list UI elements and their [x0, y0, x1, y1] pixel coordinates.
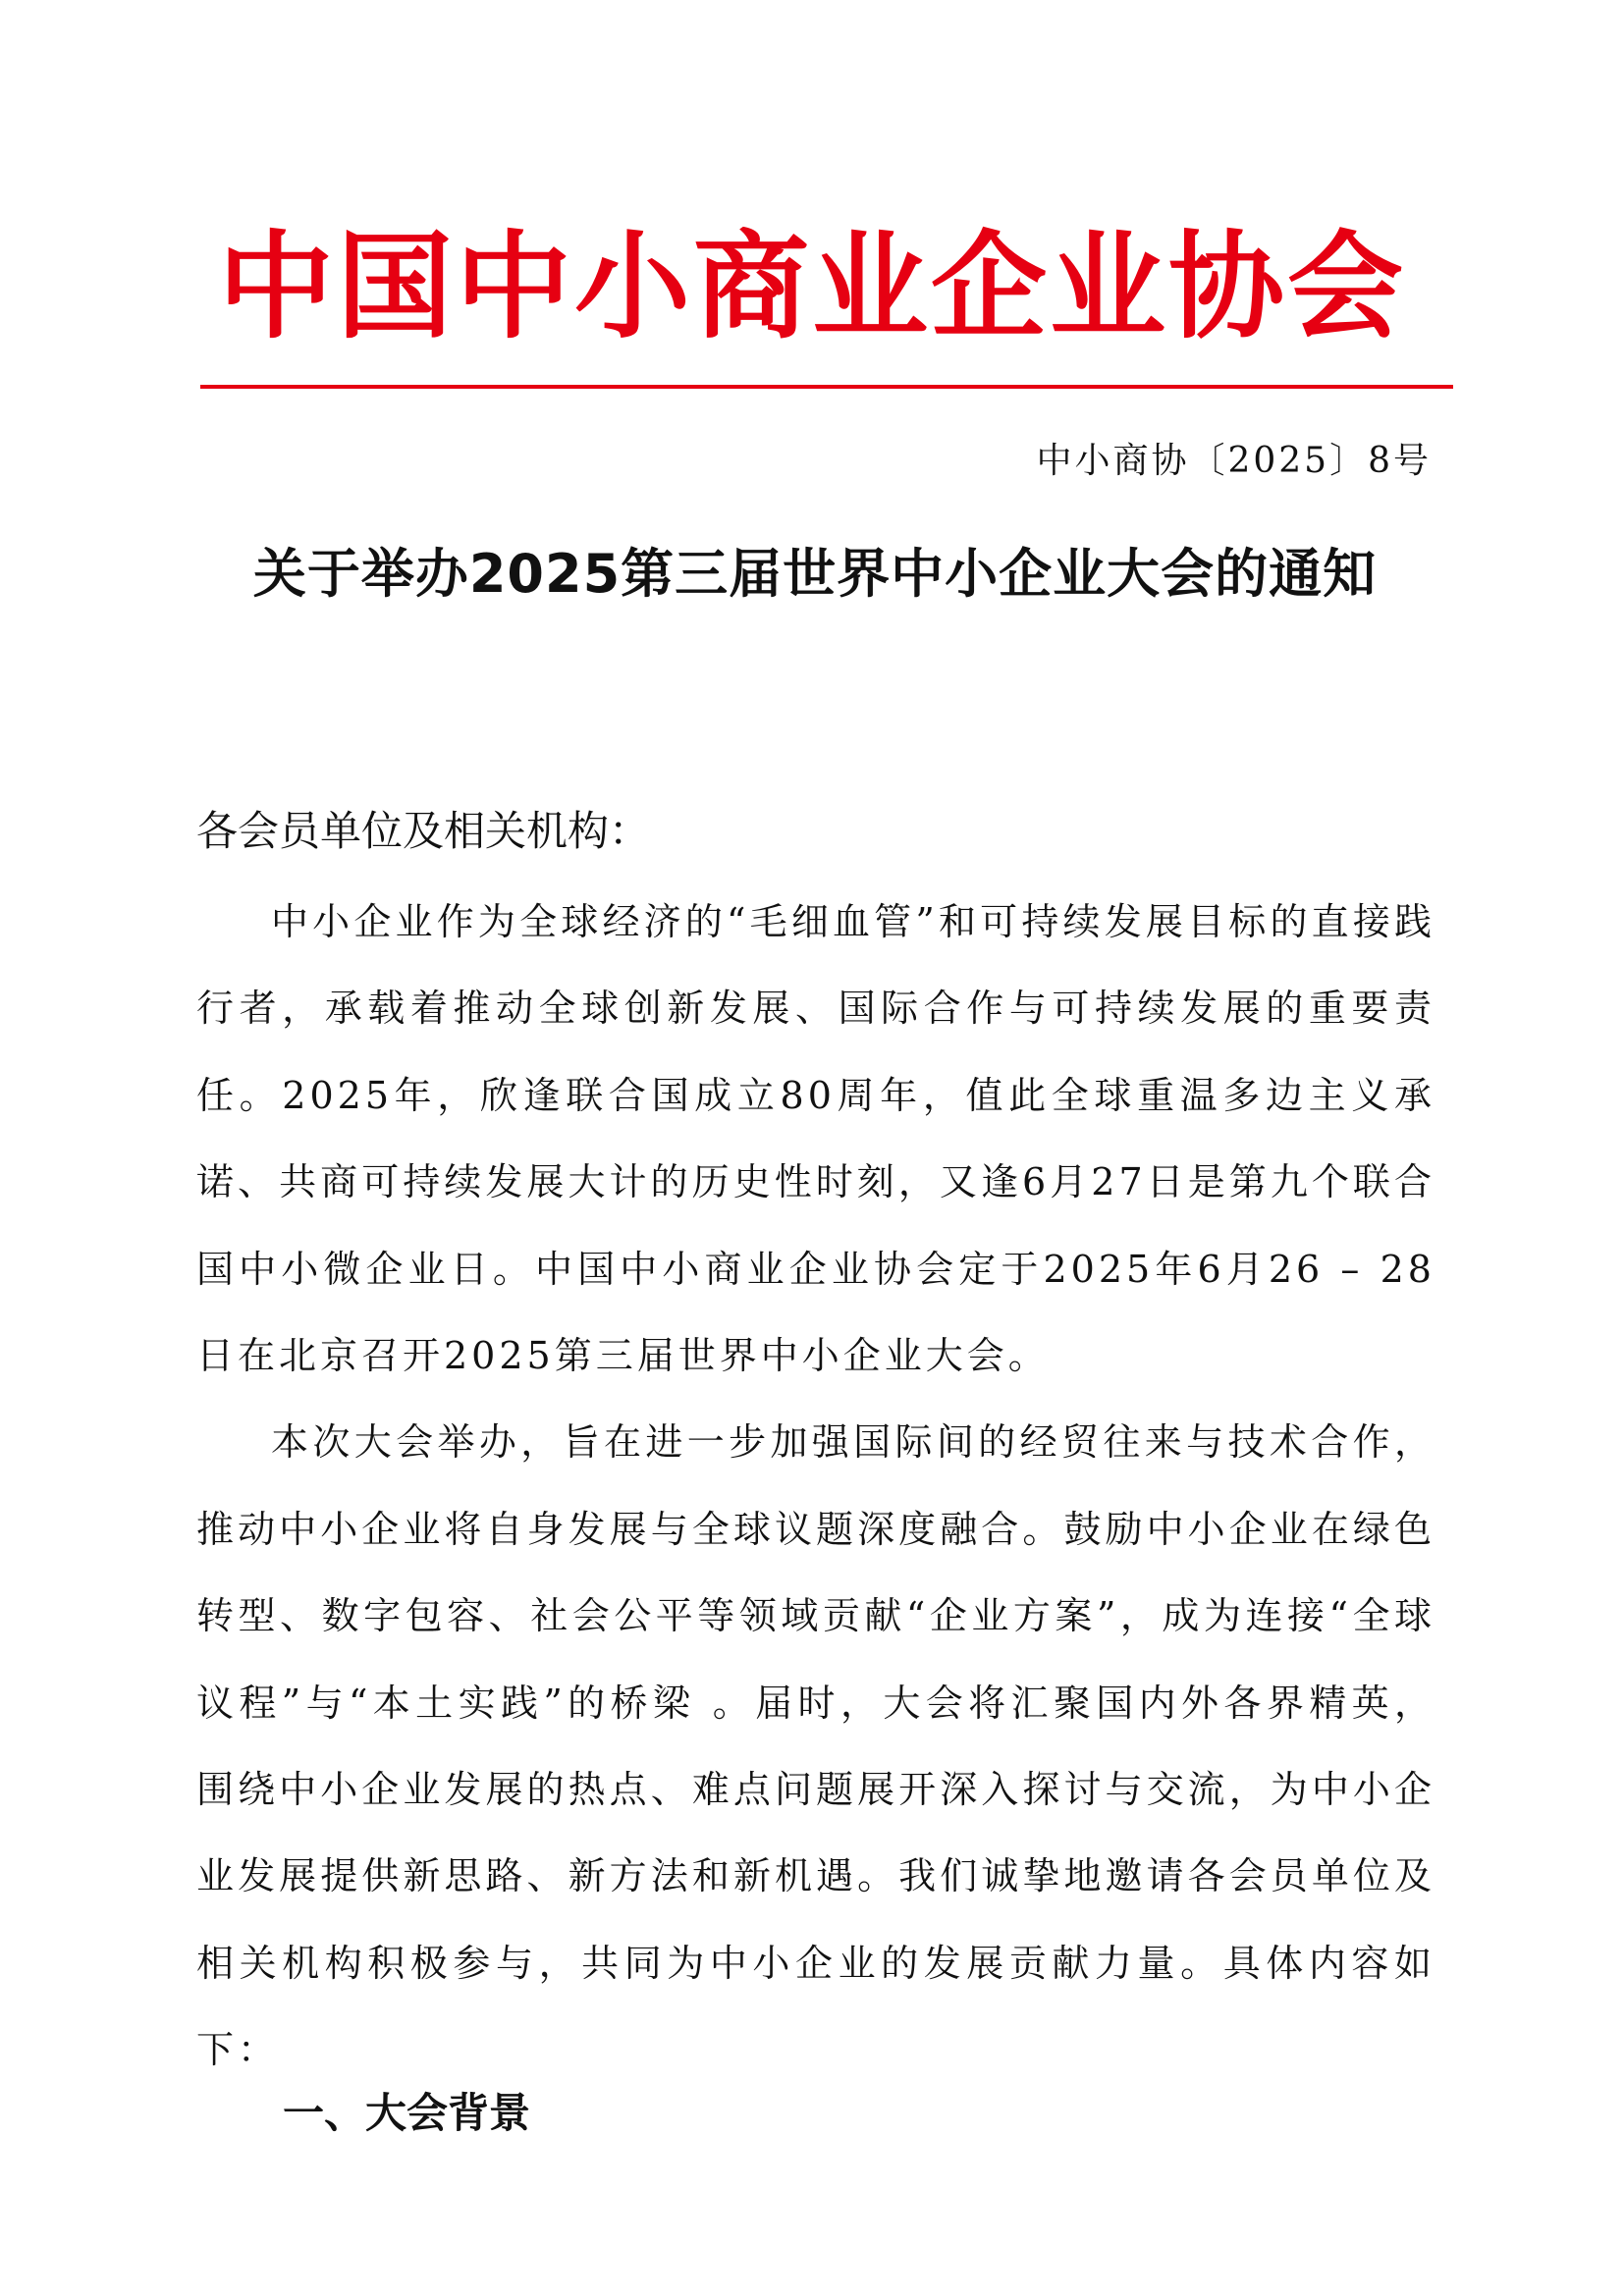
document-title: 关于举办2025第三届世界中小企业大会的通知: [252, 543, 1378, 605]
salutation: 各会员单位及相关机构：: [196, 807, 651, 855]
section-heading-background: 一、大会背景: [283, 2089, 531, 2137]
body-paragraph-2: 本次大会举办，旨在进一步加强国际间的经贸往来与技术合作，推动中小企业将自身发展与全球议题深度融合。鼓励中小企业在绿色转型、数字包容、社会公平等领域贡献“企业方案”，成为连接“全球议程”与“本土实践”的桥梁 。届时，大会将汇聚国内外各界精英，围绕中小企业发展的热点、难点问题展开深入探讨与交流，为中小企业发展提供新思路、新方法和新机遇。我们诚挚地邀请各会员单位及相关机构积极参与，共同为中小企业的发展贡献力量。具体内容如下：: [196, 1420, 1435, 2072]
body-text: [196, 879, 1435, 2094]
document-number: 中小商协〔2025〕8号: [1036, 441, 1432, 481]
letterhead-red-rule: [200, 385, 1453, 389]
letterhead-organization-name: 中国中小商业企业协会: [217, 219, 1406, 354]
body-paragraph-1: 中小企业作为全球经济的“毛细血管”和可持续发展目标的直接践行者，承载着推动全球创新发展、国际合作与可持续发展的重要责任。2025年，欣逢联合国成立80周年，值此全球重温多边主义承诺、共商可持续发展大计的历史性时刻，又逢6月27日是第九个联合国中小微企业日。中国中小商业企业协会定于2025年6月26 – 28日在北京召开2025第三届世界中小企业大会。: [196, 900, 1435, 1378]
